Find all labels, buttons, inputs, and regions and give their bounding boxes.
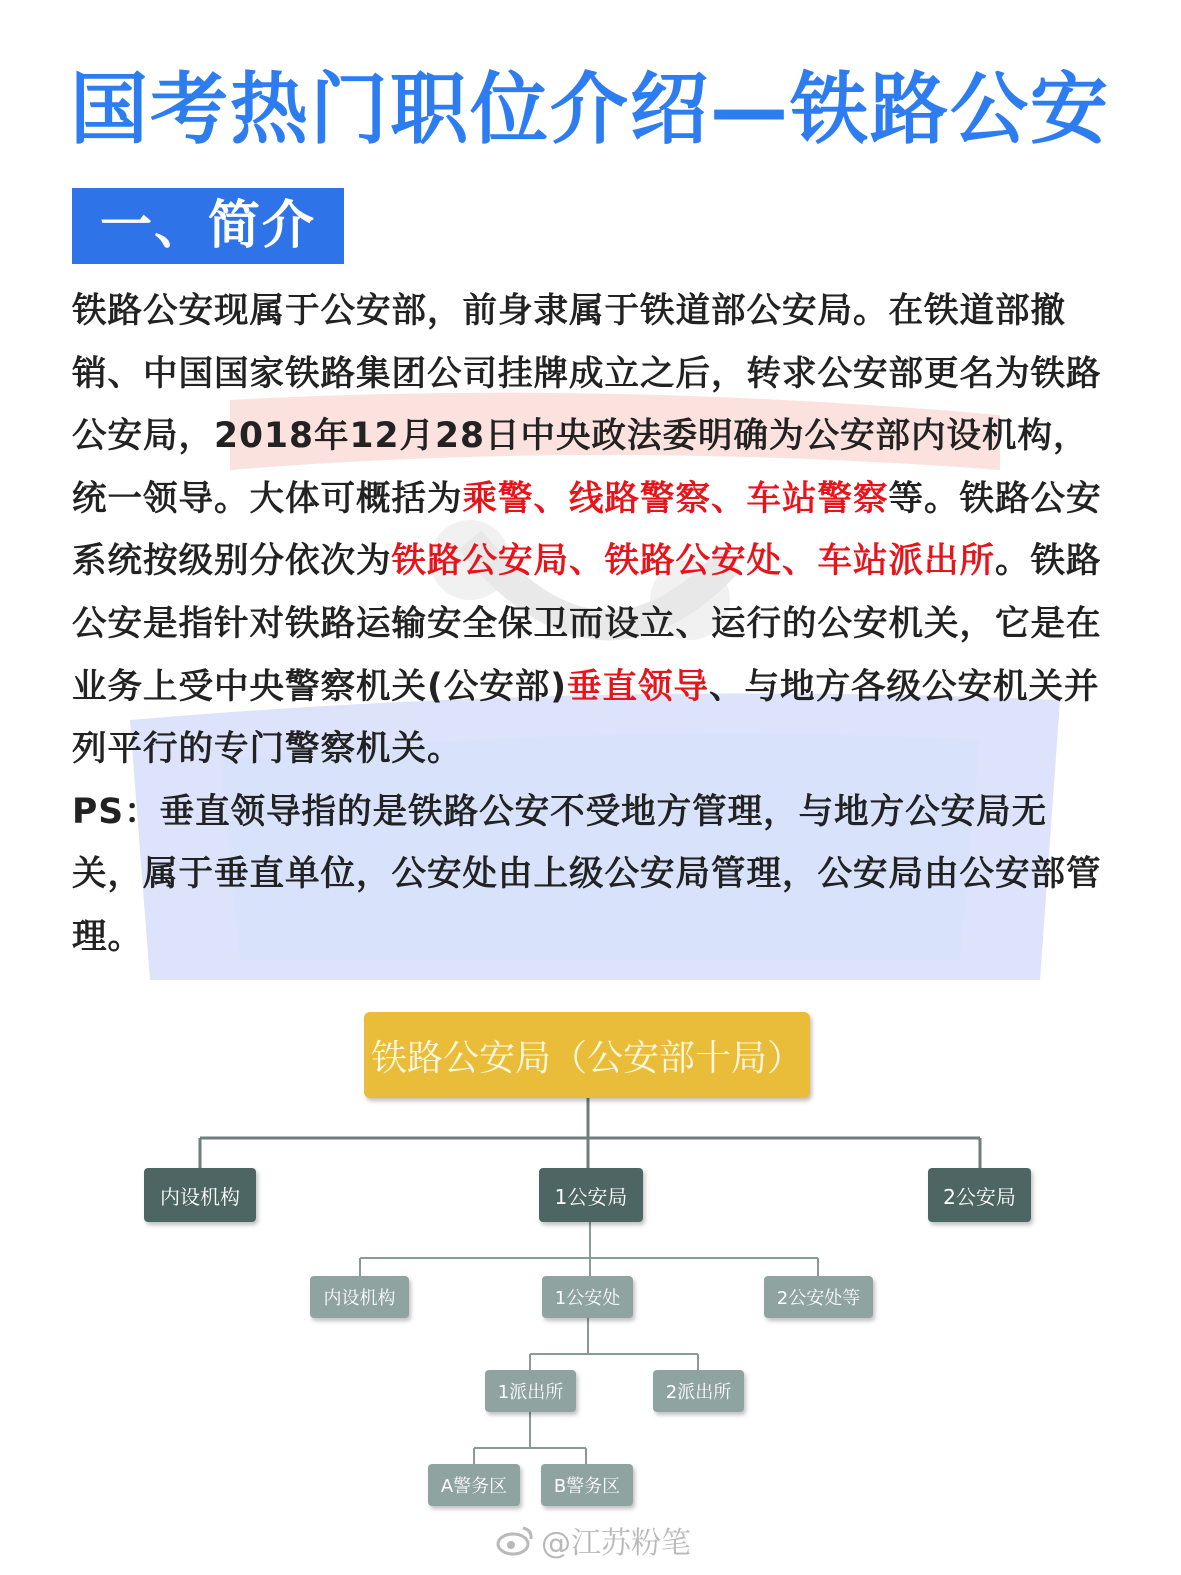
org-node-bureau-2: 2公安局 bbox=[928, 1168, 1031, 1222]
org-node-police-zone-a: A警务区 bbox=[428, 1464, 520, 1506]
highlight-vertical-leadership: 垂直领导 bbox=[567, 666, 710, 707]
org-node-sub-internal-department: 内设机构 bbox=[310, 1276, 409, 1318]
intro-text-block bbox=[72, 280, 1102, 969]
intro-paragraph bbox=[72, 280, 1102, 781]
intro-text-3: 。铁路公安是指针对铁路运输安全保卫而设立、运行的公安机关，它是在业务上受中央警察机关(公安部) bbox=[72, 541, 1102, 707]
org-node-division-1: 1公安处 bbox=[542, 1276, 633, 1318]
intro-text-4: 、与地方各级公安机关并列平行的专门警察机关。 bbox=[72, 666, 1100, 770]
highlight-hierarchy: 铁路公安局、铁路公安处、车站派出所 bbox=[391, 541, 995, 582]
org-node-division-2: 2公安处等 bbox=[764, 1276, 873, 1318]
weibo-icon bbox=[495, 1524, 535, 1556]
org-node-railway-public-security-bureau: 铁路公安局（公安部十局） bbox=[364, 1012, 810, 1098]
highlight-police-types: 乘警、线路警察、车站警察 bbox=[462, 478, 889, 519]
page-title: 国考热门职位介绍—铁路公安 bbox=[70, 65, 1111, 155]
org-node-police-station-2: 2派出所 bbox=[653, 1370, 744, 1412]
org-node-police-station-1: 1派出所 bbox=[485, 1370, 576, 1412]
intro-text-2: 等。铁路公安系统按级别分依次为 bbox=[72, 478, 1102, 582]
org-node-police-zone-b: B警务区 bbox=[541, 1464, 633, 1506]
org-node-bureau-1: 1公安局 bbox=[539, 1168, 643, 1222]
watermark-text: @江苏粉笔 bbox=[541, 1526, 691, 1561]
org-node-internal-department: 内设机构 bbox=[144, 1168, 256, 1222]
ps-note: PS：垂直领导指的是铁路公安不受地方管理，与地方公安局无关，属于垂直单位，公安处由上级公安局管理，公安局由公安部管理。 bbox=[72, 791, 1102, 957]
watermark bbox=[495, 1518, 691, 1562]
section-heading-intro: 一、简介 bbox=[72, 188, 344, 264]
org-chart bbox=[0, 1000, 1181, 1575]
intro-text-1: 铁路公安现属于公安部，前身隶属于铁道部公安局。在铁道部撤销、中国国家铁路集团公司挂牌成立之后，转求公安部更名为铁路公安局，2018年12月28日中央政法委明确为公安部内设机构，统一领导。大体可概括为 bbox=[72, 291, 1102, 519]
